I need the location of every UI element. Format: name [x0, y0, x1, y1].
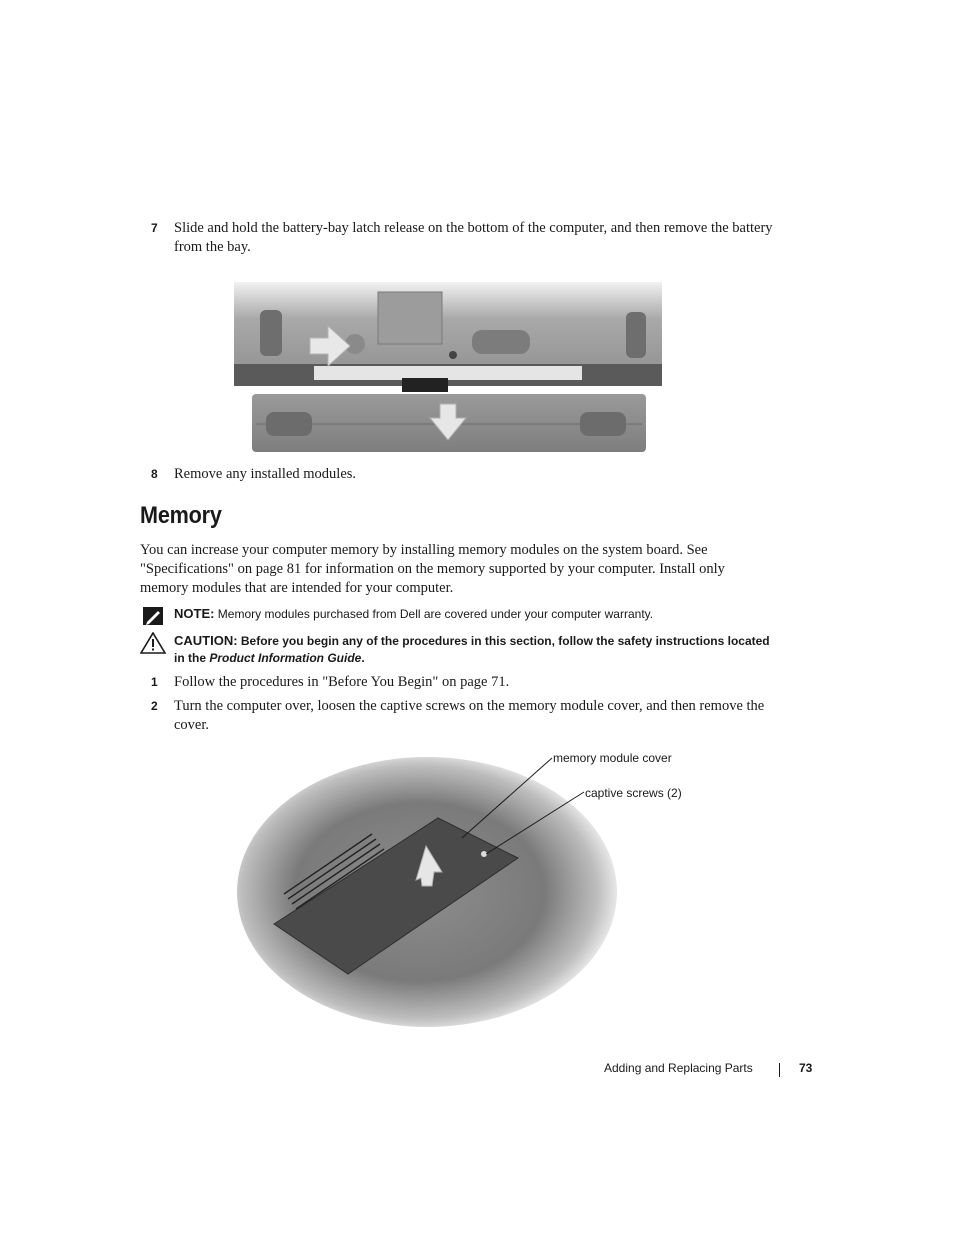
step-text: Slide and hold the battery-bay latch release on the bottom of the computer, and then remove the battery from the bay.	[174, 220, 773, 255]
computer-underside	[234, 282, 662, 392]
battery-removal-figure	[232, 282, 664, 454]
step-1	[140, 673, 780, 692]
note-box	[140, 605, 780, 623]
caution-box	[140, 632, 780, 667]
step-7	[140, 219, 780, 257]
guide-title: Product Information Guide	[209, 651, 362, 665]
callout-captive-screws: captive screws (2)	[585, 786, 682, 800]
step-text: Remove any installed modules.	[174, 466, 357, 482]
step-text: Follow the procedures in "Before You Begin" on page 71.	[174, 674, 510, 690]
footer-section: Adding and Replacing Parts	[604, 1061, 753, 1075]
caution-label: CAUTION:	[174, 633, 238, 648]
step-number: 7	[151, 221, 158, 235]
step-number: 8	[151, 467, 158, 481]
step-number: 2	[151, 699, 158, 713]
footer-divider	[779, 1063, 780, 1077]
pencil-note-icon	[140, 605, 166, 627]
step-2	[140, 697, 780, 735]
warning-triangle-icon	[140, 632, 166, 654]
caution-end: .	[361, 651, 365, 665]
note-label: NOTE:	[174, 606, 215, 621]
step-text: Turn the computer over, loosen the captive screws on the memory module cover, and then remove the cover.	[174, 698, 765, 733]
page-number: 73	[799, 1061, 813, 1075]
step-8	[140, 465, 780, 484]
callout-memory-module-cover: memory module cover	[553, 751, 672, 765]
intro-paragraph: You can increase your computer memory by installing memory modules on the system board. See "Specifications" on page 81 for information on the memory supported by your computer. Install only memory modules that are intended for your computer.	[140, 542, 725, 596]
caution-text: Before you begin any of the procedures in this section, follow the safety instructions located in the	[174, 634, 770, 665]
step-number: 1	[151, 675, 158, 689]
note-text: Memory modules purchased from Dell are covered under your computer warranty.	[217, 607, 654, 621]
section-heading: Memory	[140, 502, 222, 529]
